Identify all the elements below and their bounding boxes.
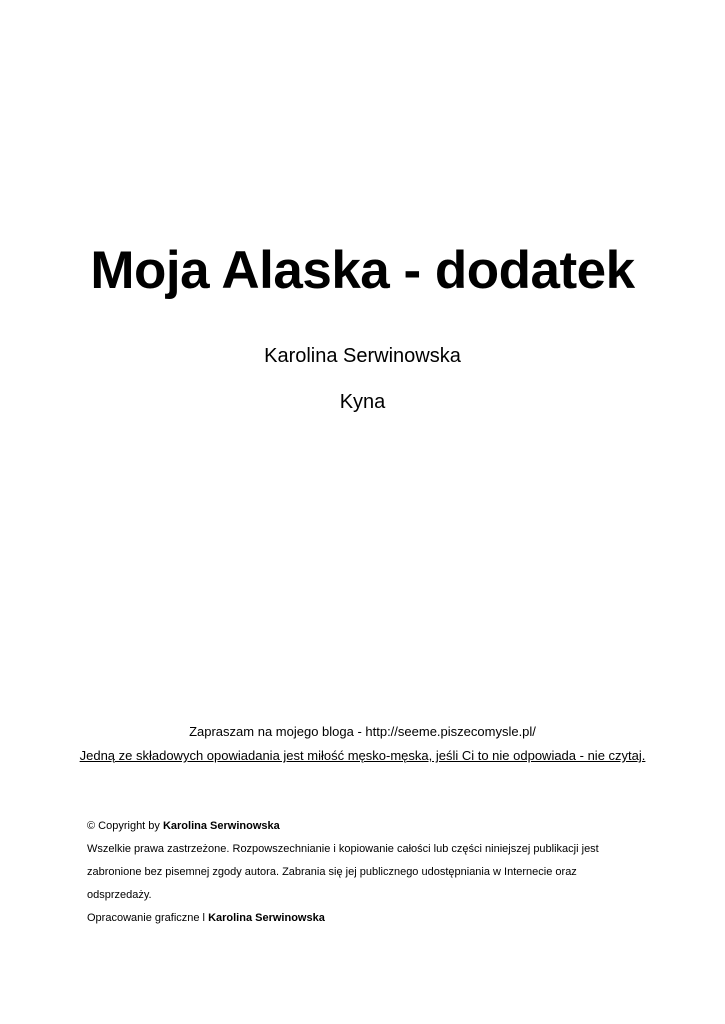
graphics-credit-line: [87, 907, 647, 930]
copyright-block: [87, 815, 647, 930]
rights-line-1: Wszelkie prawa zastrzeżone. Rozpowszechnianie i kopiowanie całości lub części niniejszej publikacji jest: [87, 843, 599, 855]
rights-line-3: odsprzedaży.: [87, 889, 152, 901]
publisher-name: Kyna: [339, 391, 386, 413]
document-title: Moja Alaska - dodatek: [90, 241, 635, 300]
blog-invitation: Zapraszam na mojego bloga - http://seeme.piszecomysle.pl/: [189, 724, 536, 739]
copyright-prefix: © Copyright by: [87, 820, 163, 832]
content-warning: Jedną ze składowych opowiadania jest miłość męsko-męska, jeśli Ci to nie odpowiada - nie czytaj.: [79, 748, 646, 763]
author-name: Karolina Serwinowska: [264, 345, 461, 367]
graphics-credit-prefix: Opracowanie graficzne l: [87, 912, 209, 924]
rights-line-2: zabronione bez pisemnej zgody autora. Zabrania się jej publicznego udostępniania w Internecie oraz: [87, 866, 577, 878]
copyright-holder: Karolina Serwinowska: [162, 820, 280, 832]
graphics-credit-author: Karolina Serwinowska: [208, 912, 325, 924]
copyright-line: [87, 815, 647, 838]
